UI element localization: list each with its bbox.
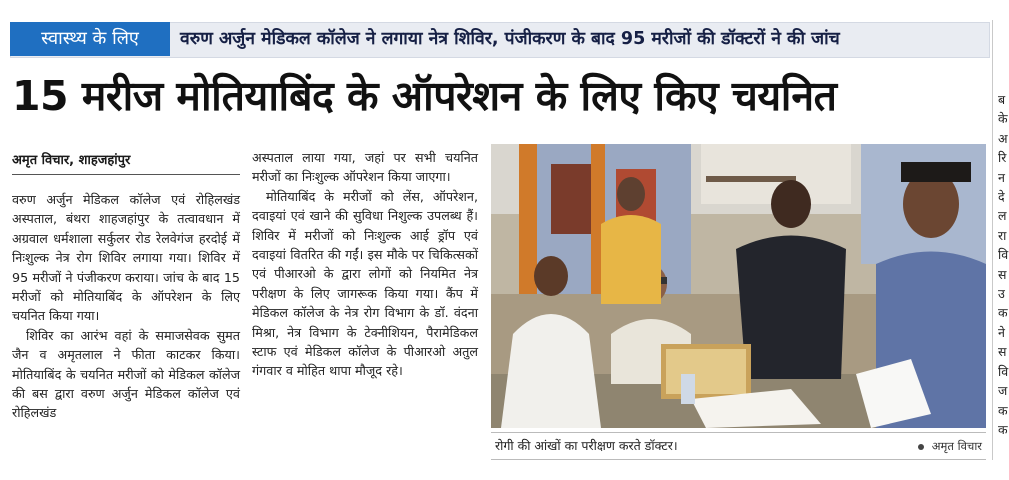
edge-fragment: न [998,169,1005,185]
edge-fragment: स [998,266,1007,282]
edge-fragment: क [998,305,1008,321]
article-column-1 [12,190,240,423]
bullet-icon [918,444,924,450]
photo-credit-text: अमृत विचार [931,439,982,453]
edge-fragment: ब [998,92,1006,107]
edge-fragment: रा [998,227,1007,243]
deck-text: वरुण अर्जुन मेडिकल कॉलेज ने लगाया नेत्र शिविर, पंजीकरण के बाद 95 मरीजों की डॉक्टरों ने की जांच [180,29,840,49]
headline: 15 मरीज मोतियाबिंद के ऑपरेशन के लिए किए चयनित [12,72,837,120]
edge-fragment: स [998,344,1007,360]
column-divider [992,20,993,460]
edge-fragment: अ [998,130,1008,146]
paragraph: वरुण अर्जुन मेडिकल कॉलेज एवं रोहिलखंड अस्पताल, बंथरा शाहजहांपुर के तत्वावधान में अग्रवाल धर्मशाला सर्कुलर रोड रेलवेगंज हरदोई में निःशुल्क नेत्र रोग शिविर लगाया गया। शिविर में 95 मरीजों ने पंजीकरण कराया। जांच के बाद 15 मरीजों को मोतियाबिंद के ऑपरेशन के लिए चयनित किया गया। [12,192,240,324]
adjacent-article-edge [998,90,1009,439]
paragraph: शिविर का आरंभ वहां के समाजसेवक सुमत जैन व अमृतलाल ने फीता काटकर किया। मोतियाबिंद के चयनित मरीजों को मेडिकल कॉलेज की बस द्वारा वरुण अर्जुन मेडिकल कॉलेज एवं रोहिलखंड [12,327,240,421]
edge-fragment: क [998,402,1008,418]
paragraph: अस्पताल लाया गया, जहां पर सभी चयनित मरीजों का निःशुल्क ऑपरेशन किया जाएगा। [252,150,478,185]
edge-fragment: दे [998,189,1005,205]
edge-fragment: वि [998,247,1009,263]
photo-credit [918,437,982,455]
edge-fragment: के [998,111,1008,127]
news-photo [491,144,986,428]
edge-fragment: वि [998,363,1009,379]
edge-fragment: ज [998,383,1008,399]
edge-fragment: ल [998,208,1007,224]
edge-fragment: उ [998,286,1005,302]
edge-fragment: ने [998,324,1005,340]
section-tag: स्वास्थ्य के लिए [10,22,170,56]
photo-caption-bar [491,432,986,460]
edge-fragment: क [998,421,1008,437]
byline: अमृत विचार, शाहजहांपुर [12,152,240,175]
edge-fragment: रि [998,150,1007,166]
paragraph: मोतियाबिंद के मरीजों को लेंस, ऑपरेशन, दवाइयां एवं खाने की सुविधा निशुल्क उपलब्ध हैं। शिविर में मरीजों को निःशुल्क आई ड्रॉप एवं दवाइयां वितरित की गईं। इस मौके पर चिकित्सकों एवं पीआरओ के द्वारा लोगों को नियमित नेत्र परीक्षण के लिए जागरूक किया गया। कैंप में मेडिकल कॉलेज के नेत्र रोग विभाग के डॉ. वंदना मिश्रा, नेत्र विभाग के टेक्नीशियन, पैरामेडिकल स्टाफ एवं मेडिकल कॉलेज के पीआरओ अतुल गंगवार व मोहित थापा मौजूद रहे। [252,188,478,379]
article-column-2 [252,148,478,381]
photo-caption: रोगी की आंखों का परीक्षण करते डॉक्टर। [495,438,678,453]
